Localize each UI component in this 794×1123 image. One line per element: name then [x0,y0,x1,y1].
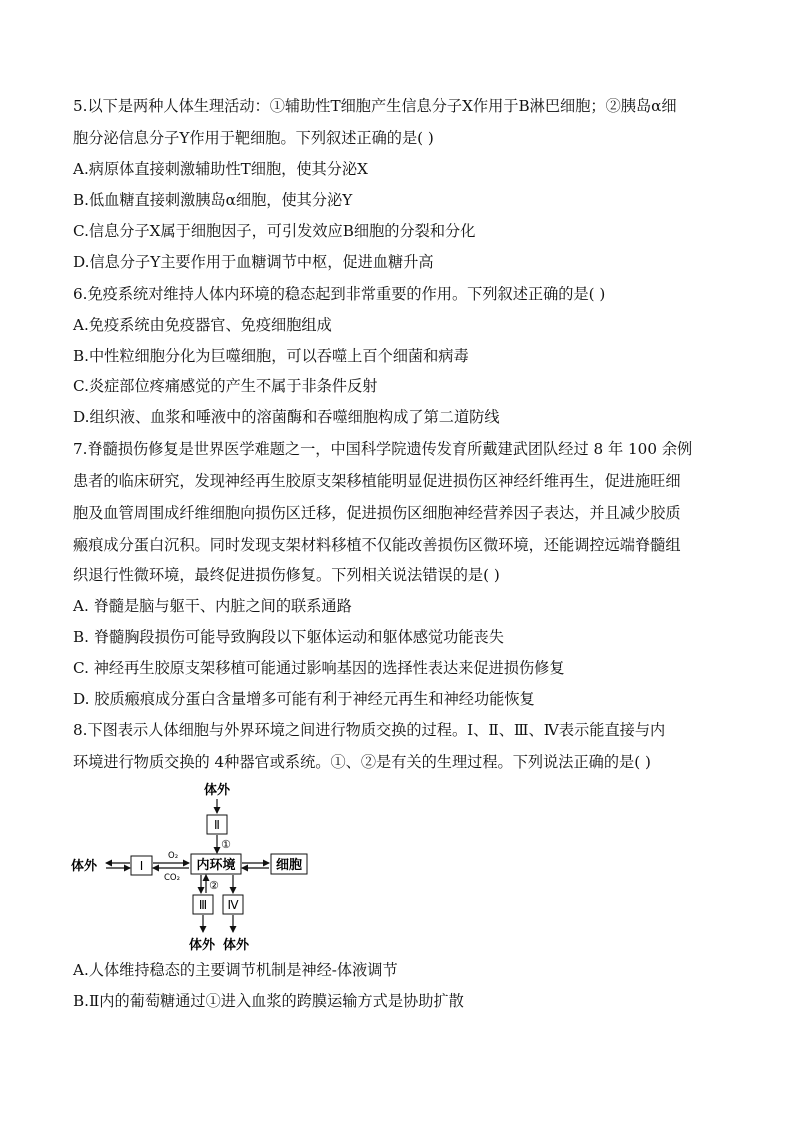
q5-option-d: D.信息分子Y主要作用于血糖调节中枢，促进血糖升高 [73,253,434,271]
q7-stem-line2: 患者的临床研究，发现神经再生胶原支架移植能明显促进损伤区神经纤维再生，促进施旺细 [73,472,681,490]
q8-stem-line1: 8.下图表示人体细胞与外界环境之间进行物质交换的过程。Ⅰ、Ⅱ、Ⅲ、Ⅳ表示能直接与内 [73,721,666,739]
q5-stem-line1: 5.以下是两种人体生理活动：①辅助性T细胞产生信息分子X作用于B淋巴细胞；②胰岛α细 [73,97,677,115]
q5-stem-line2: 胞分泌信息分子Y作用于靶细胞。下列叙述正确的是( ) [73,129,434,147]
q8-option-b: B.Ⅱ内的葡萄糖通过①进入血浆的跨膜运输方式是协助扩散 [73,992,464,1010]
cell-label: 细胞 [275,858,303,873]
q6-option-a: A.免疫系统由免疫器官、免疫细胞组成 [73,316,332,334]
q7-option-a: A. 脊髓是脑与躯干、内脏之间的联系通路 [73,597,352,615]
step-2-label: ② [209,879,219,892]
q6-stem: 6.免疫系统对维持人体内环境的稳态起到非常重要的作用。下列叙述正确的是( ) [73,285,606,303]
q7-option-c: C. 神经再生胶原支架移植可能通过影响基因的选择性表达来促进损伤修复 [73,659,565,677]
q8-stem-line2: 环境进行物质交换的 4种器官或系统。①、②是有关的生理过程。下列说法正确的是( ) [73,753,651,771]
box-II-label: Ⅱ [214,818,220,832]
internal-environment-label: 内环境 [196,858,236,873]
diagram-bottom-outside-label-2: 体外 [222,938,250,953]
q7-stem-line5: 织退行性微环境，最终促进损伤修复。下列相关说法错误的是( ) [73,566,500,584]
q7-stem-line1: 7.脊髓损伤修复是世界医学难题之一，中国科学院遗传发育所戴建武团队经过 8 年 100 余例 [73,440,693,458]
o2-label: O₂ [168,851,179,861]
diagram-bottom-outside-label-1: 体外 [188,938,216,953]
q6-option-b: B.中性粒细胞分化为巨噬细胞，可以吞噬上百个细菌和病毒 [73,347,469,365]
q5-option-c: C.信息分子X属于细胞因子，可引发效应B细胞的分裂和分化 [73,222,476,240]
q7-option-b: B. 脊髓胸段损伤可能导致胸段以下躯体运动和躯体感觉功能丧失 [73,628,504,646]
q6-option-d: D.组织液、血浆和唾液中的溶菌酶和吞噬细胞构成了第二道防线 [73,408,500,426]
diagram-top-outside-label: 体外 [203,783,231,798]
box-IV-label: Ⅳ [227,898,239,912]
q5-option-a: A.病原体直接刺激辅助性T细胞，使其分泌X [73,160,368,178]
exchange-diagram [66,778,316,956]
diagram-left-outside-label: 体外 [71,859,98,874]
step-1-label: ① [221,838,231,851]
co2-label: CO₂ [164,873,181,883]
q7-option-d: D. 胶质瘢痕成分蛋白含量增多可能有利于神经元再生和神经功能恢复 [73,690,535,708]
q8-option-a: A.人体维持稳态的主要调节机制是神经-体液调节 [73,961,398,979]
q5-option-b: B.低血糖直接刺激胰岛α细胞，使其分泌Y [73,191,353,209]
box-I-label: Ⅰ [139,859,144,873]
box-III-label: Ⅲ [198,898,208,912]
q7-stem-line4: 瘢痕成分蛋白沉积。同时发现支架材料移植不仅能改善损伤区微环境，还能调控远端脊髓组 [73,536,681,554]
q6-option-c: C.炎症部位疼痛感觉的产生不属于非条件反射 [73,377,378,395]
q7-stem-line3: 胞及血管周围成纤维细胞向损伤区迁移，促进损伤区细胞神经营养因子表达，并且减少胶质 [73,504,681,522]
